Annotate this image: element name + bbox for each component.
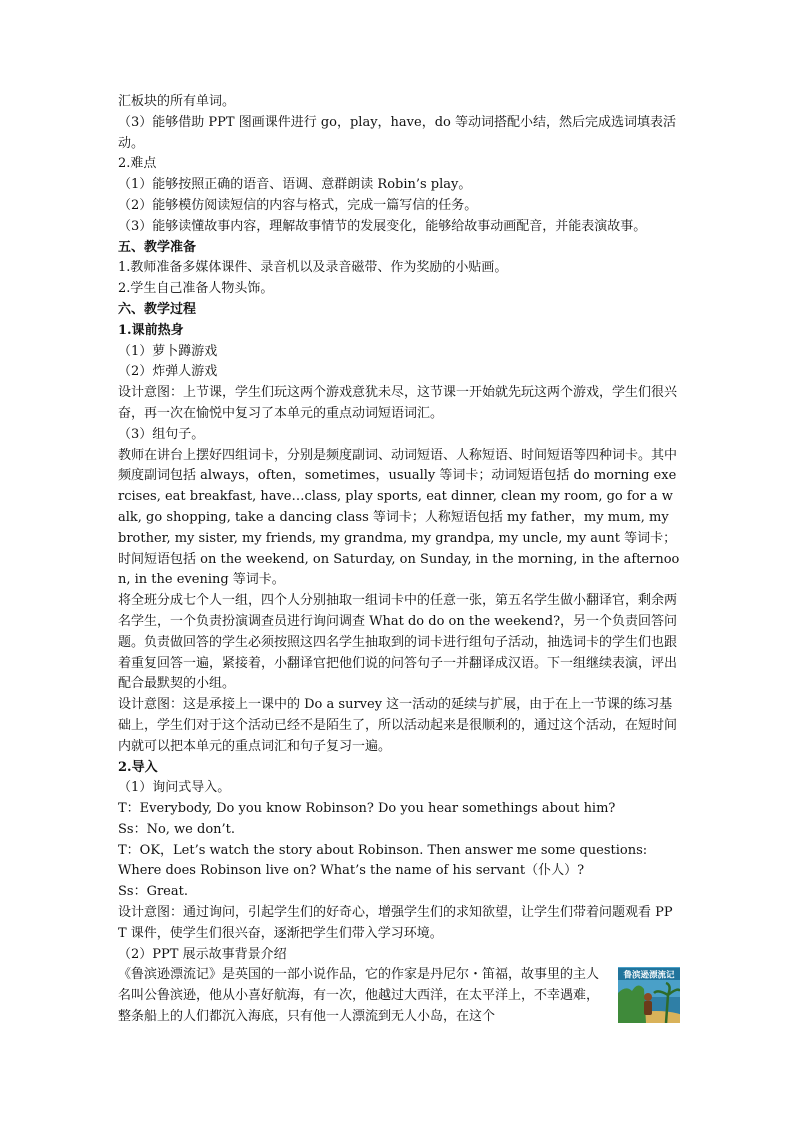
- paragraph: 2.学生自己准备人物头饰。: [118, 281, 274, 297]
- paragraph: 设计意图：通过询问，引起学生们的好奇心，增强学生们的求知欲望，让学生们带着问题观看 PPT 课件，使学生们很兴奋，逐渐把学生们带入学习环境。: [118, 905, 673, 941]
- section-heading: 1.课前热身: [118, 322, 184, 338]
- paragraph: 设计意图：上节课，学生们玩这两个游戏意犹未尽，这节课一开始就先玩这两个游戏，学生们很兴奋，再一次在愉悦中复习了本单元的重点动词短语词汇。: [118, 385, 678, 421]
- last-paragraph: [118, 965, 680, 1027]
- paragraph: 设计意图：这是承接上一课中的 Do a survey 这一活动的延续与扩展，由于在上一节课的练习基础上，学生们对于这个活动已经不是陌生了，所以活动起来是很顺利的，通过这个活动，在短时间内就可以把本单元的重点词汇和句子复习一遍。: [118, 697, 678, 754]
- paragraph: Where does Robinson live on? What’s the name of his servant（仆人）?: [118, 863, 585, 879]
- cover-jungle: [618, 986, 646, 1024]
- paragraph: 汇板块的所有单词。: [118, 94, 236, 109]
- document-body: [118, 92, 680, 965]
- paragraph: （2）能够模仿阅读短信的内容与格式，完成一篇写信的任务。: [118, 197, 478, 213]
- section-heading: 六、教学过程: [118, 301, 197, 317]
- paragraph: 2.难点: [118, 156, 157, 172]
- cover-figure-body: [644, 1001, 652, 1015]
- cover-figure-head: [644, 993, 652, 1001]
- paragraph: T：Everybody, Do you know Robinson? Do you hear somethings about him?: [118, 801, 616, 817]
- section-heading: 2.导入: [118, 759, 158, 775]
- section-heading: 五、教学准备: [118, 239, 197, 255]
- paragraph: （3）能够借助 PPT 图画课件进行 go，play，have，do 等动词搭配小结，然后完成选词填表活动。: [118, 114, 676, 151]
- book-cover-image: [618, 967, 680, 1023]
- paragraph: 将全班分成七个人一组，四个人分别抽取一组词卡中的任意一张，第五名学生做小翻译官，剩余两名学生，一个负责扮演调查员进行询问调查 What do do on the weekend?，另一个负责回答问题。负责做回答的学生必须按照这四名学生抽取到的词卡进行组句子活动，抽选词卡的学生们也跟着重复回答一遍，紧接着，小翻译官把他们说的问答句子一并翻译成汉语。下一组继续表演，评出配合最默契的小组。: [118, 593, 678, 692]
- document-page: [118, 92, 680, 1028]
- paragraph: 1.教师准备多媒体课件、录音机以及录音磁带、作为奖励的小贴画。: [118, 260, 508, 276]
- paragraph: 教师在讲台上摆好四组词卡，分别是频度副词、动词短语、人称短语、时间短语等四种词卡。其中频度副词包括 always，often，sometimes，usually 等词卡；动词短语包括 do morning exercises, eat breakfast, have…class, play sports, eat dinner, clean my room, go for a walk, go shopping, take a dancing class 等词卡；人称短语包括 my father，my mum, my brother, my sister, my friends, my grandma, my grandpa, my uncle, my aunt 等词卡；时间短语包括 on the weekend, on Saturday, on Sunday, in the morning, in the afternoon, in the evening 等词卡。: [118, 447, 680, 588]
- paragraph: （2）炸弹人游戏: [118, 364, 218, 380]
- paragraph: （1）能够按照正确的语音、语调、意群朗读 Robin’s play。: [118, 177, 472, 193]
- paragraph: （3）能够读懂故事内容，理解故事情节的发展变化，能够给故事动画配音，并能表演故事。: [118, 218, 647, 234]
- cover-title: 鲁滨逊漂流记: [623, 970, 675, 981]
- paragraph: T：OK，Let’s watch the story about Robinson. Then answer me some questions:: [118, 842, 648, 858]
- paragraph: （1）萝卜蹲游戏: [118, 343, 218, 359]
- last-paragraph-text: 《鲁滨逊漂流记》是英国的一部小说作品，它的作家是丹尼尔・笛福，故事里的主人名叫公鲁滨逊，他从小喜好航海，有一次，他越过大西洋，在太平洋上，不幸遇难，整条船上的人们都沉入海底，只有他一人漂流到无人小岛，在这个: [118, 967, 600, 1025]
- paragraph: （3）组句子。: [118, 426, 205, 442]
- paragraph: Ss：Great.: [118, 884, 188, 900]
- paragraph: （1）询问式导入。: [118, 780, 231, 796]
- paragraph: （2）PPT 展示故事背景介绍: [118, 946, 287, 962]
- paragraph: Ss：No, we don’t.: [118, 821, 236, 837]
